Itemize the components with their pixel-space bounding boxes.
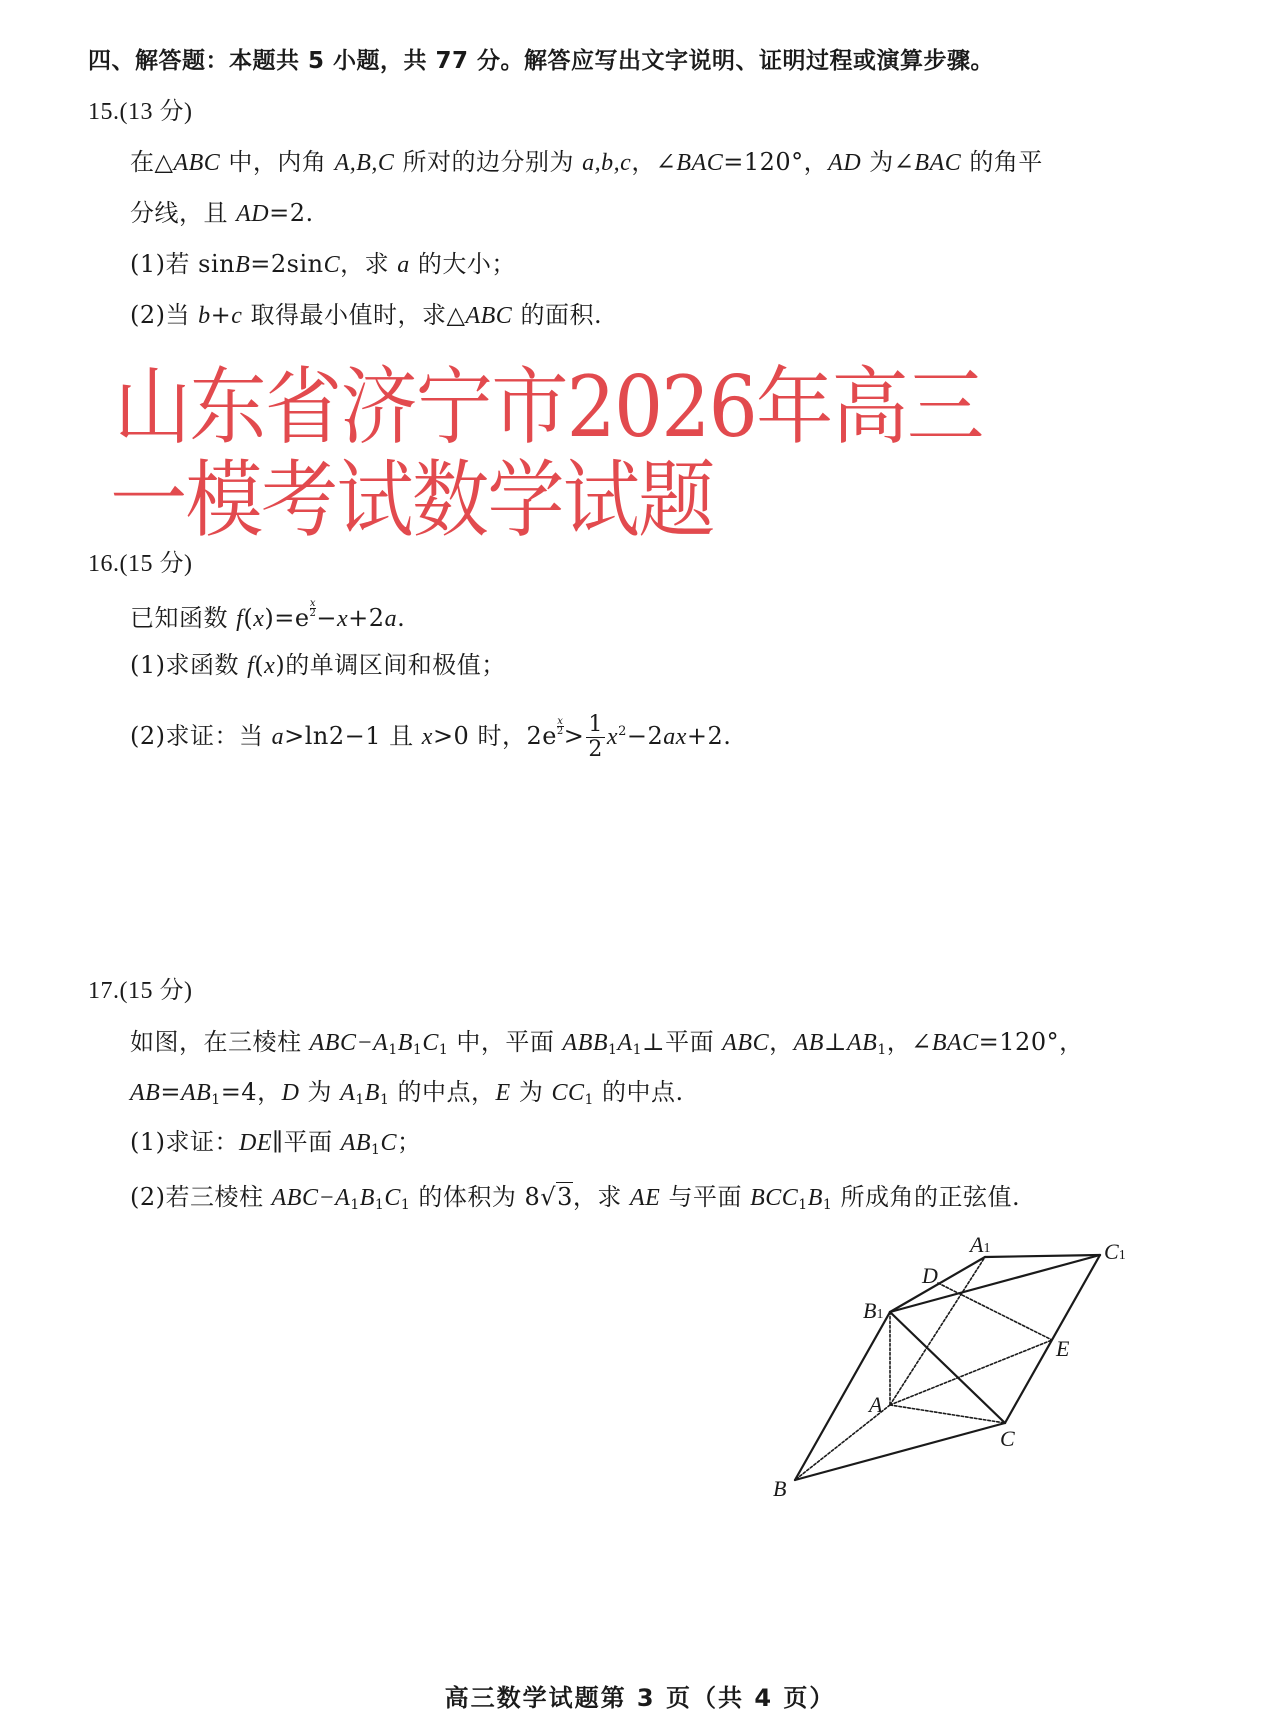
label-A: A [869,1392,883,1417]
page-footer: 高三数学试题第 3 页（共 4 页） [444,1684,836,1712]
watermark-title-line2: 一模考试数学试题 [110,451,714,549]
fraction-one-half: $\frac{1}{2}$ [588,712,603,762]
label-C1: C1 [1104,1239,1126,1264]
question-17-stem-line1: 如图，在三棱柱 $ABC-A_1B_1C_1$ 中，平面 $ABB_1A_1\perp$平面 ABC，$AB\perp AB_1$，∠BAC=120°， [130,1028,1084,1058]
exponent-fraction: $\frac{x}{2}$ [556,716,564,737]
question-number: 15. [88,99,120,125]
label-D: D [922,1263,938,1288]
question-points: (15 分) [119,551,193,577]
question-16-part-2: (2)求证：当 a>ln2−1 且 x>0 时，2e $\frac{x}{2}$ > $\frac{1}{2}$ $x^2-2ax+2$. [130,712,732,762]
question-15-part-1: (1)若 sinB=2sinC，求 a 的大小； [130,250,516,278]
question-17-stem-line2: $AB=AB_1=4$，D 为 $A_1B_1$ 的中点，E 为 $CC_1$ 的中点. [130,1078,684,1108]
section-header: 四、解答题：本题共 5 小题，共 77 分。解答应写出文字说明、证明过程或演算步骤。 [88,48,995,74]
question-15-stem-line2: 分线，且 AD=2. [130,199,314,227]
question-15-part-2: (2)当 b+c 取得最小值时，求△ABC 的面积. [130,301,603,329]
question-number: 17. [88,978,120,1004]
question-points: (15 分) [119,978,193,1004]
question-17-part-1: (1)求证：DE∥平面 $AB_1C$； [130,1128,422,1158]
label-C: C [1000,1426,1015,1451]
question-15-stem-line1: 在△ABC 中，内角 A,B,C 所对的边分别为 a,b,c，∠BAC=120°，AD 为∠BAC 的角平 [130,148,1043,176]
question-16-stem: 已知函数 f(x)=e $\frac{x}{2}$ −x+2a. [130,598,406,632]
label-B: B [773,1476,787,1501]
watermark-title-line1: 山东省济宁市2026年高三 [114,358,983,456]
label-B1: B1 [863,1298,884,1323]
question-16-part-1: (1)求函数 f(x)的单调区间和极值； [130,651,506,679]
question-points: (13 分) [119,99,193,125]
exponent-fraction: $\frac{x}{2}$ [309,598,317,619]
label-A1: A1 [970,1232,991,1257]
question-number: 16. [88,551,120,577]
label-E: E [1056,1336,1070,1361]
question-17-part-2: (2)若三棱柱 $ABC-A_1B_1C_1$ 的体积为 8√3，求 AE 与平面 $BCC_1B_1$ 所成角的正弦值. [130,1183,1021,1213]
